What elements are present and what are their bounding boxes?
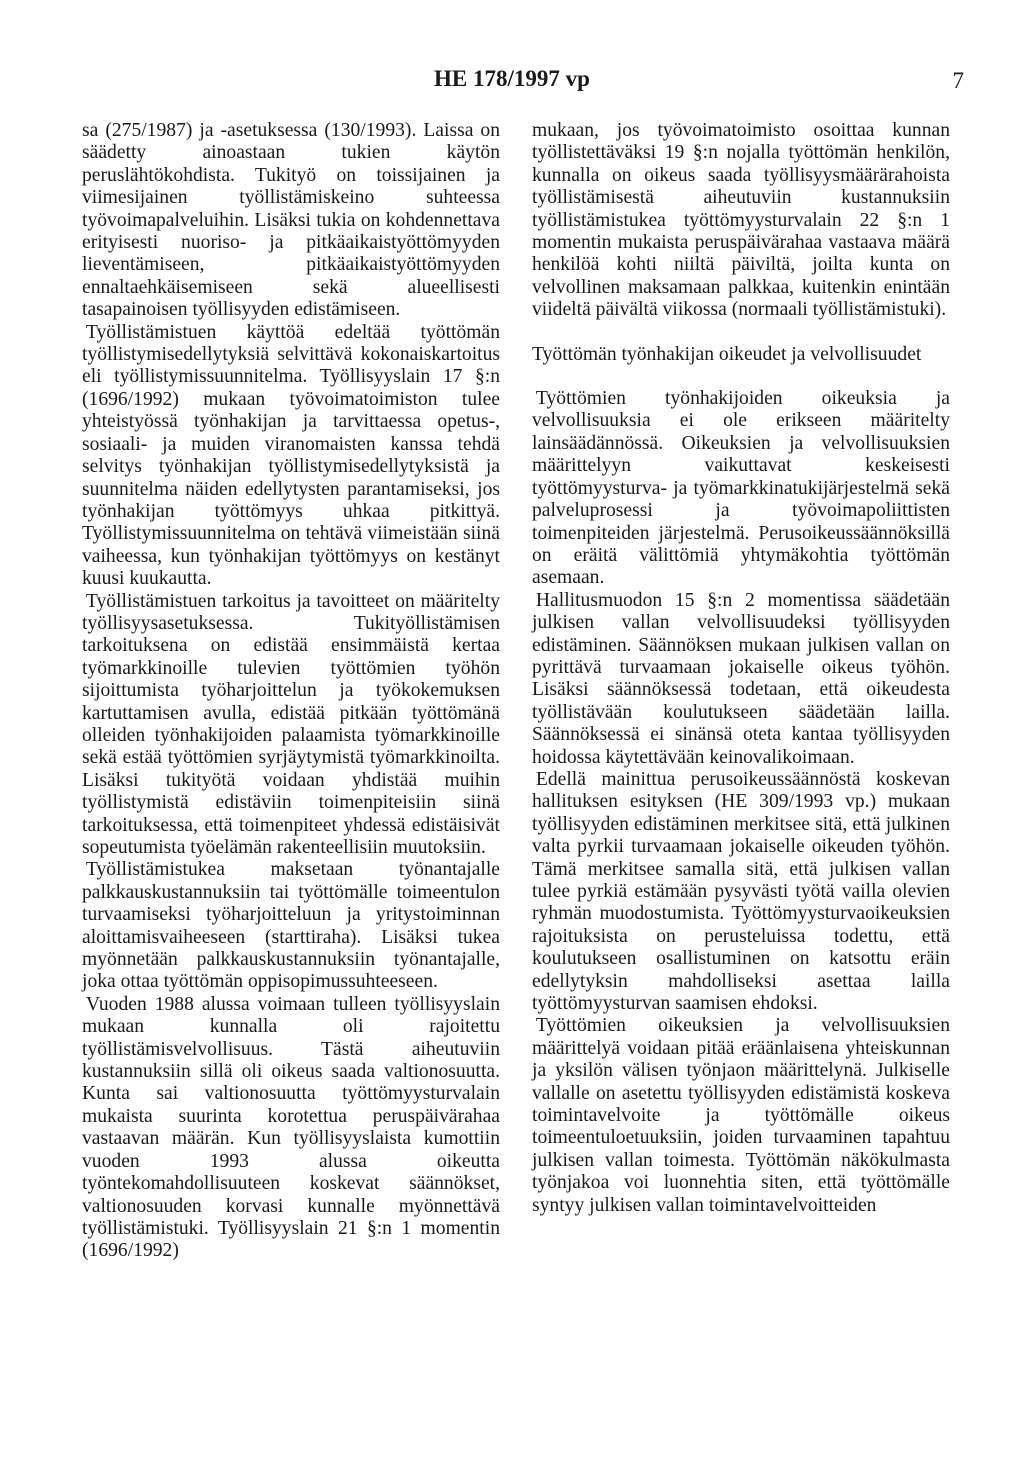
right-column (532, 120, 950, 1217)
paragraph: Työllistämistuen tarkoitus ja tavoitteet on määritelty työllisyysasetuksessa. Tukityöllistämisen tarkoituksena on edistää ensimmäistä kertaa työmarkkinoille tulevien työttömien työhön sijoittumista työharjoittelun ja työkokemuksen kartuttamisen avulla, edistää pitkään työttömänä olleiden työnhakijoiden palaamista työmarkkinoille sekä estää työttömien syrjäytymistä työmarkkinoilta. Lisäksi tukityötä voidaan yhdistää muihin työllistymistä edistäviin toimenpiteisiin siinä tarkoituksessa, että toimenpiteet yhdessä edistäisivät sopeutumista työelämän rakenteellisiin muutoksiin. (82, 590, 500, 858)
left-column (82, 120, 500, 1263)
section-heading: Työttömän työnhakijan oikeudet ja velvollisuudet (532, 343, 922, 365)
paragraph: Hallitusmuodon 15 §:n 2 momentissa säädetään julkisen vallan velvollisuudeksi työllisyyden edistäminen. Säännöksen mukaan julkisen vallan on pyrittävä turvaamaan jokaiselle oikeus työhön. Lisäksi säännöksessä todetaan, että oikeudesta työllistävään koulutukseen säädetään lailla. Säännöksessä ei sinänsä oteta kantaa työllisyyden hoidossa käytettävään keinovalikoimaan. (532, 589, 950, 768)
page-header (0, 66, 1024, 106)
spacer (532, 322, 950, 344)
document-title: HE 178/1997 vp (434, 66, 590, 91)
paragraph: Työllistämistukea maksetaan työnantajalle palkkauskustannuksiin tai työttömälle toimeentulon turvaamiseksi työharjoitteluun ja yritystoiminnan aloittamisvaiheeseen (starttiraha). Lisäksi tukea myönnetään palkkauskustannuksiin työnantajalle, joka ottaa työttömän oppisopimussuhteeseen. (82, 859, 500, 993)
paragraph: Edellä mainittua perusoikeussäännöstä koskevan hallituksen esityksen (HE 309/1993 vp.) mukaan työllisyyden edistäminen merkitsee sitä, että julkinen valta pyrkii turvaamaan jokaiselle oikeuden työhön. Tämä merkitsee samalla sitä, että julkisen vallan tulee pyrkiä estämään pysyvästi työtä vailla olevien ryhmän muodostumista. Työttömyysturvaoikeuksien rajoituksista on perusteluissa todettu, että koulutukseen osallistuminen on katsottu eräin edellytyksin mahdolliseksi asettaa laillа työttömyysturvan saamisen ehdoksi. (532, 768, 950, 1015)
paragraph: sa (275/1987) ja -asetuksessa (130/1993). Laissa on säädetty ainoastaan tukien käytön peruslähtökohdista. Tukityö on toissijainen ja viimesijainen työllistämiskeino suhteessa työvoimapalveluihin. Lisäksi tukia on kohdennettava erityisesti nuoriso- ja pitkäaikaistyöttömyyden lieventämiseen, pitkäaikaistyöttömyyden ennaltaehkäisemiseen sekä alueellisesti tasapainoisen työllisyyden edistämiseen. (82, 120, 500, 321)
paragraph: mukaan, jos työvoimatoimisto osoittaa kunnan työllistettäväksi 19 §:n nojalla työttömän henkilön, kunnalla on oikeus saada työllisyysmäärärahoista työllistämisestä aiheutuviin kustannuksiin työllistämistukea työttömyysturvalain 22 §:n 1 momentin mukaista peruspäivärahaa vastaava määrä henkilöä kohti niiltä päiviltä, joilta kunta on velvollinen maksamaan palkkaa, kuitenkin enintään viideltä päivältä viikossa (normaali työllistämistuki). (532, 120, 950, 321)
paragraph: Työttömien työnhakijoiden oikeuksia ja velvollisuuksia ei ole erikseen määritelty lainsäädännössä. Oikeuksien ja velvollisuuksien määrittelyyn vaikuttavat keskeisesti työttömyysturva- ja työmarkkinatukijärjestelmä sekä palveluprosessi ja työvoimapoliittisten toimenpiteiden järjestelmä. Perusoikeussäännöksillä on eräitä välittömiä yhtymäkohtia työttömän asemaan. (532, 388, 950, 589)
paragraph: Työllistämistuen käyttöä edeltää työttömän työllistymisedellytyksiä selvittävä kokonaiskartoitus eli työllistymissuunnitelma. Työllisyyslain 17 §:n (1696/1992) mukaan työvoimatoimiston tulee yhteistyössä työnhakijan ja tarvittaessa opetus-, sosiaali- ja muiden viranomaisten kanssa tehdä selvitys työnhakijan työllistymisedellytyksistä ja suunnitelma näiden edellytysten parantamiseksi, jos työnhakijan työttömyys uhkaa pitkittyä. Työllistymissuunnitelma on tehtävä viimeistään siinä vaiheessa, kun työnhakijan työttömyys on kestänyt kuusi kuukautta. (82, 321, 500, 590)
page-number: 7 (952, 68, 964, 93)
spacer (532, 366, 950, 388)
paragraph: Vuoden 1988 alussa voimaan tulleen työllisyyslain mukaan kunnalla oli rajoitettu työllistämisvelvollisuus. Tästä aiheutuviin kustannuksiin sillä oli oikeus saada valtionosuutta. Kunta sai valtionosuutta työttömyysturvalain mukaista suurinta korotettua peruspäivärahaa vastaavan määrän. Kun työllisyyslaista kumottiin vuoden 1993 alussa oikeutta työntekomahdollisuuteen koskevat säännökset, valtionosuuden korvasi kunnalle myönnettävä työllistämistuki. Työllisyyslain 21 §:n 1 momentin (1696/1992) (82, 993, 500, 1262)
paragraph: Työttömien oikeuksien ja velvollisuuksien määrittelyä voidaan pitää eräänlaisena yhteiskunnan ja yksilön välisen työnjaon määrittelynä. Julkiselle vallalle on asetettu työllisyyden edistämistä koskeva toimintavelvoite ja työttömälle oikeus toimeentuloetuuksiin, joiden turvaaminen tapahtuu julkisen vallan toimesta. Työttömän näkökulmasta työnjakoa voi luonnehtia siten, että työttömälle syntyy julkisen vallan toimintavelvoitteiden (532, 1015, 950, 1216)
